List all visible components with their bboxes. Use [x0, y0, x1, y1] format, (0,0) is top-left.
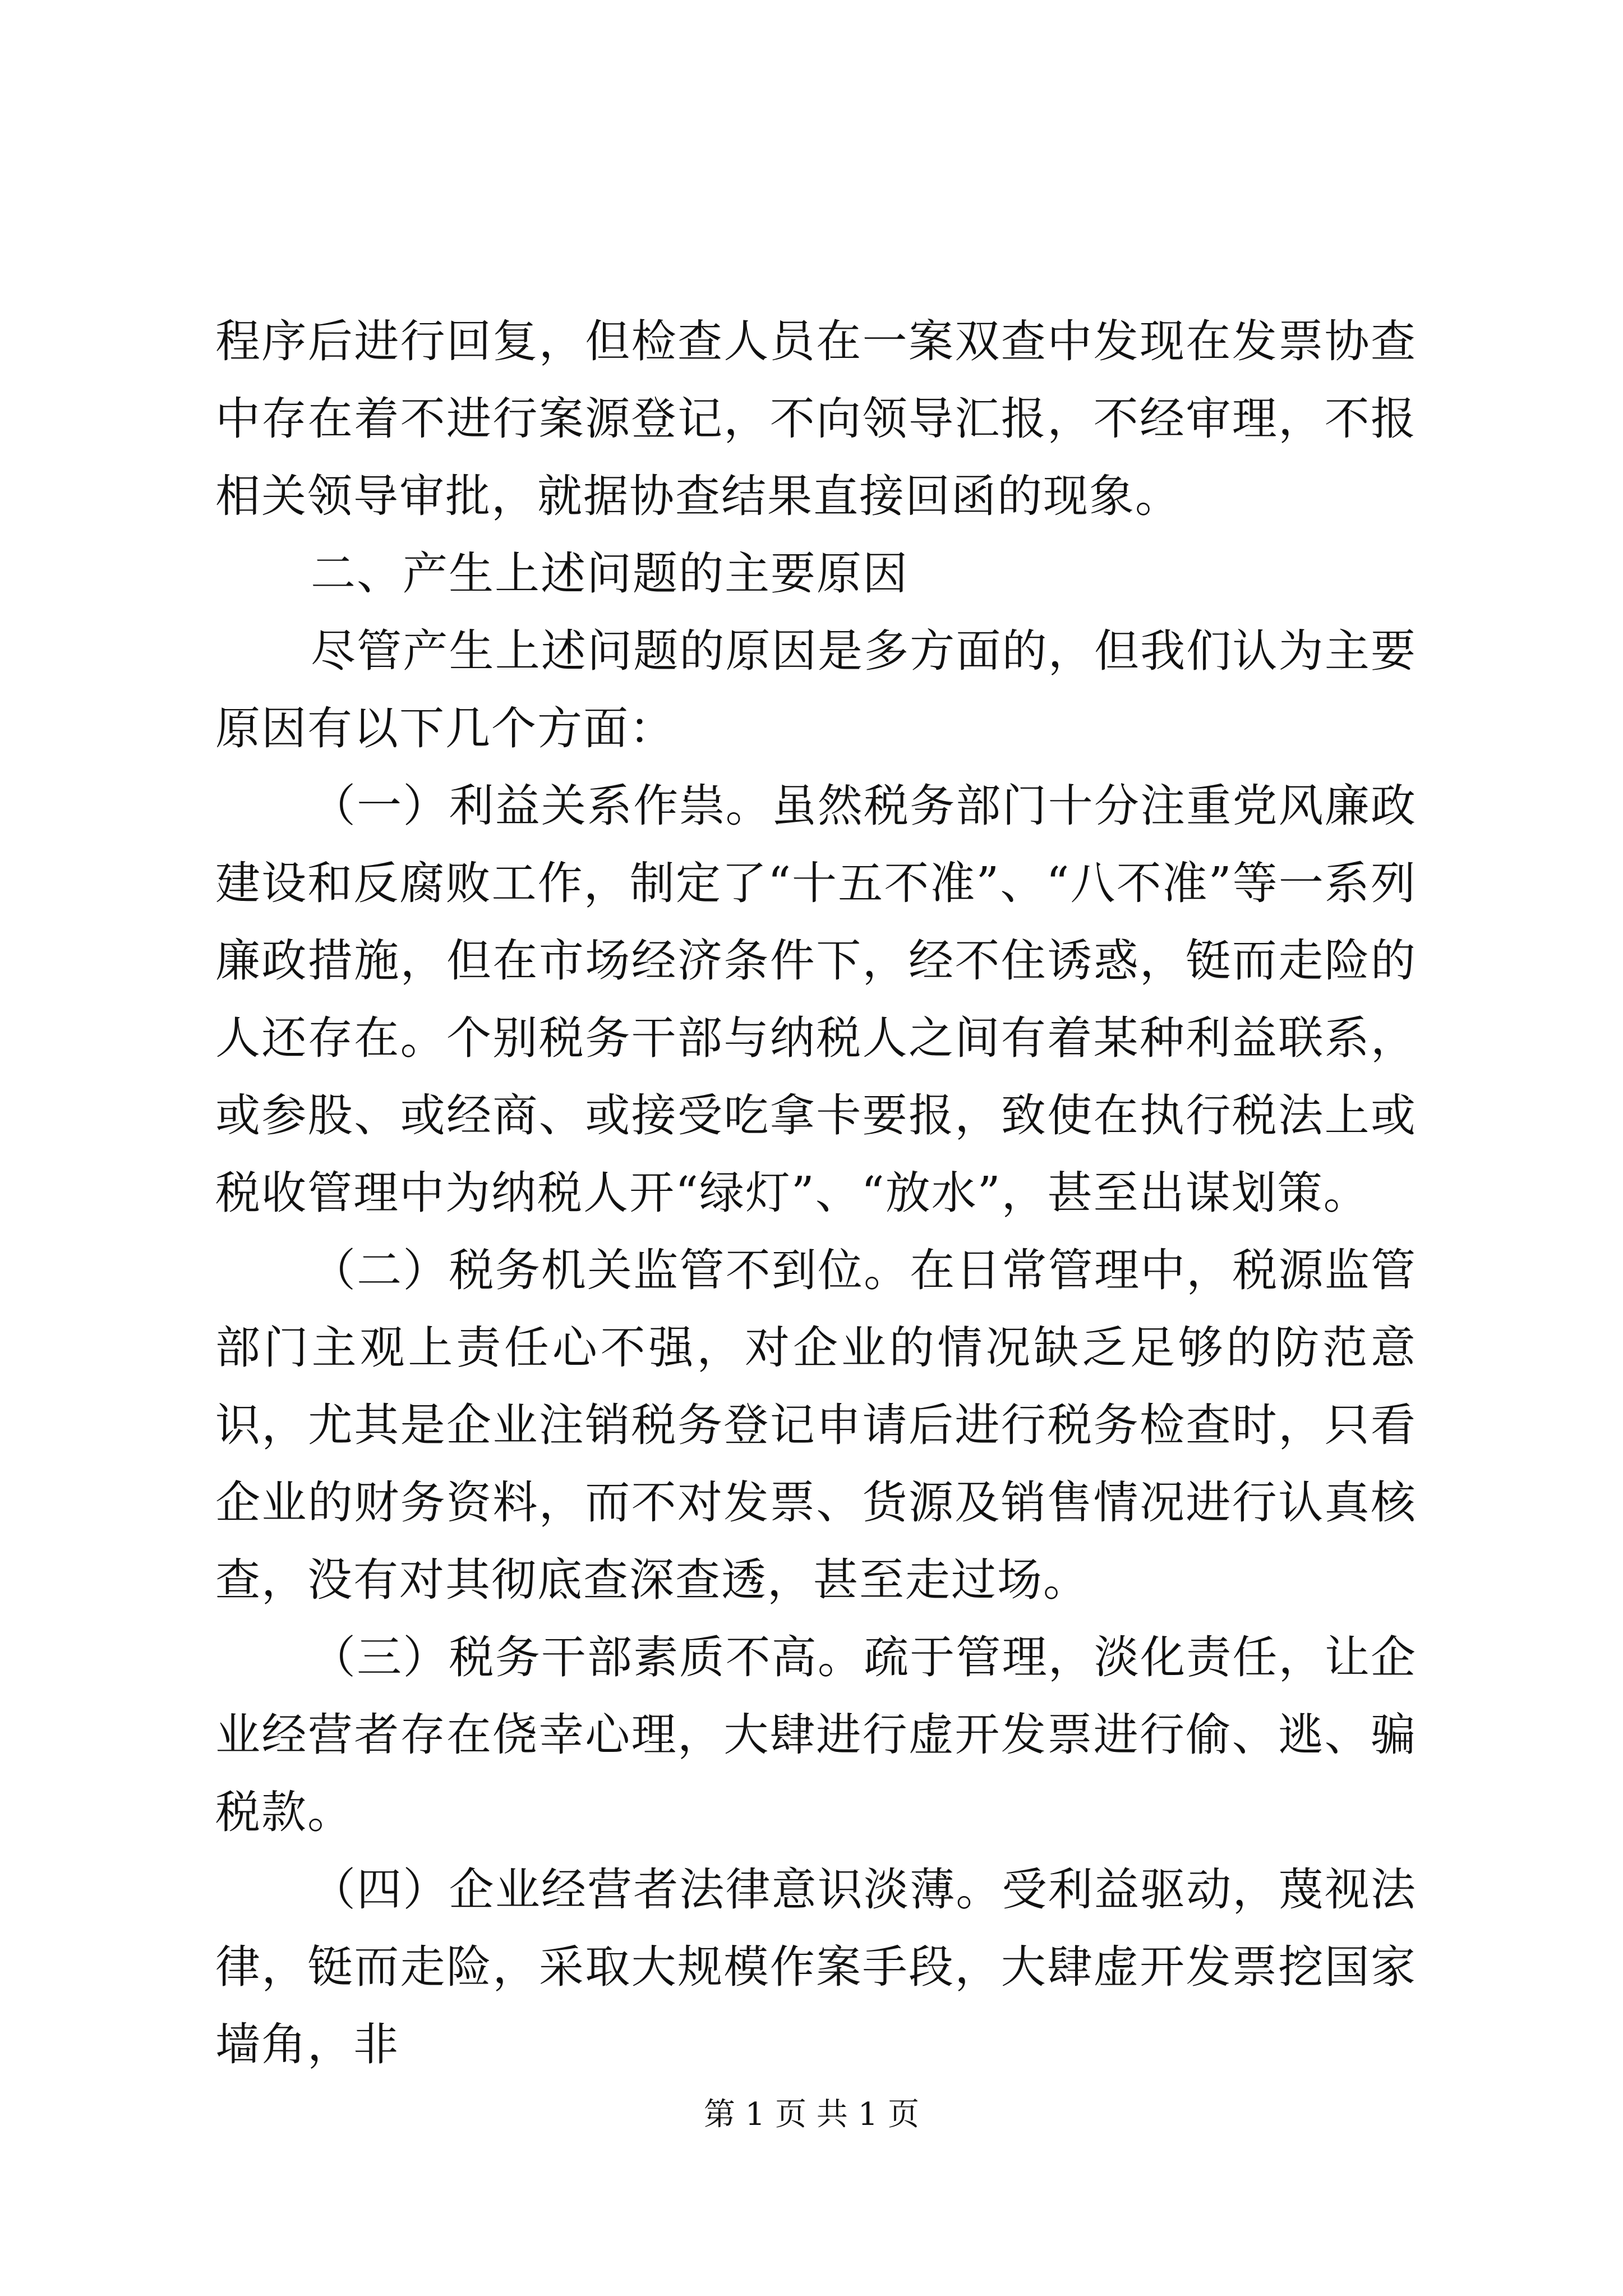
paragraph-intro: 尽管产生上述问题的原因是多方面的，但我们认为主要原因有以下几个方面： [215, 625, 1417, 754]
section-heading: 二、产生上述问题的主要原因 [311, 547, 909, 600]
document-body [215, 303, 1417, 2083]
paragraph-reason-2: （二）税务机关监管不到位。在日常管理中，税源监管部门主观上责任心不强，对企业的情况缺乏足够的防范意识，尤其是企业注销税务登记申请后进行税务检查时，只看企业的财务资料，而不对发票、货源及销售情况进行认真核查，没有对其彻底查深查透，甚至走过场。 [215, 1244, 1417, 1606]
paragraph-reason-3: （三）税务干部素质不高。疏于管理，淡化责任，让企业经营者存在侥幸心理，大肆进行虚开发票进行偷、逃、骗税款。 [215, 1631, 1417, 1838]
paragraph-reason-1: （一）利益关系作祟。虽然税务部门十分注重党风廉政建设和反腐败工作，制定了“十五不准”、“八不准”等一系列廉政措施，但在市场经济条件下，经不住诱惑，铤而走险的人还存在。个别税务干部与纳税人之间有着某种利益联系，或参股、或经商、或接受吃拿卡要报，致使在执行税法上或税收管理中为纳税人开“绿灯”、“放水”，甚至出谋划策。 [215, 780, 1417, 1219]
paragraph-continuation: 程序后进行回复，但检查人员在一案双查中发现在发票协查中存在着不进行案源登记，不向领导汇报，不经审理，不报相关领导审批，就据协查结果直接回函的现象。 [215, 315, 1417, 522]
paragraph-reason-4: （四）企业经营者法律意识淡薄。受利益驱动，蔑视法律，铤而走险，采取大规模作案手段，大肆虚开发票挖国家墙角，非 [215, 1864, 1417, 2070]
page-footer: 第 1 页 共 1 页 [703, 2096, 920, 2133]
